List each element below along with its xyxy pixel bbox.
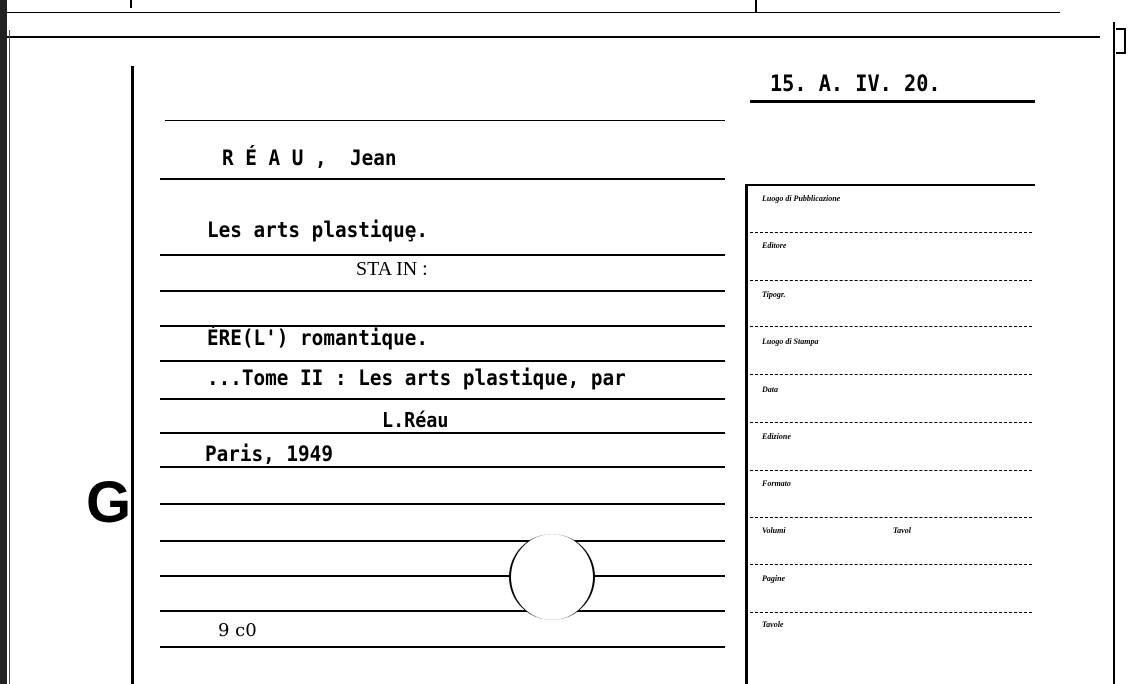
field-label: Formato [762, 479, 791, 488]
top-border-line-upper [0, 12, 1060, 13]
field-label: Edizione [762, 432, 791, 441]
ruled-line [160, 398, 725, 400]
field-label: Luogo di Pubblicazione [762, 194, 841, 203]
field-line [750, 422, 1032, 423]
shelfmark-rule [750, 100, 1035, 103]
form-box-left-edge [745, 184, 748, 684]
field-line [750, 280, 1032, 281]
imprint-line: Paris, 1949 [205, 442, 333, 466]
volume-author: L.Réau [382, 408, 449, 432]
right-edge-bracket [1116, 28, 1126, 54]
series-line: ÈRE(L') romantique. [207, 326, 429, 350]
ruled-line [160, 610, 725, 612]
field-label: Tavol [893, 526, 911, 535]
top-border-line [0, 36, 1100, 38]
field-label: Editore [762, 241, 787, 250]
handwritten-note: 9 c0 [218, 620, 257, 641]
field-line [750, 470, 1032, 471]
field-label: Pagine [762, 574, 786, 583]
ruled-line [160, 254, 725, 256]
ruled-line [160, 360, 725, 362]
in-label: STA IN : [356, 258, 428, 280]
margin-rule [131, 66, 134, 684]
punch-hole [509, 534, 595, 620]
top-tick-left [130, 0, 132, 8]
right-card-edge [1113, 22, 1115, 684]
title-line: Les arts plastiquȩ. [207, 218, 429, 242]
field-line [750, 326, 1032, 327]
form-box-top [745, 184, 1035, 186]
left-card-edge [0, 0, 7, 684]
field-line [750, 564, 1032, 565]
author-heading: R É A U , Jean [222, 146, 397, 170]
field-line [750, 374, 1032, 375]
ruled-line [160, 646, 725, 648]
field-label: Volumi [762, 526, 786, 535]
field-label: Data [762, 385, 778, 394]
field-label: Tavole [762, 620, 784, 629]
section-letter: G [86, 470, 132, 535]
ruled-line [160, 503, 725, 505]
shelfmark: 15. A. IV. 20. [770, 72, 941, 97]
ruled-line [160, 575, 725, 577]
field-line [750, 612, 1032, 613]
field-label: Tipogr. [762, 290, 786, 299]
ruled-line [160, 290, 725, 292]
field-line [750, 232, 1032, 233]
field-label: Luogo di Stampa [762, 337, 819, 346]
ruled-line [160, 432, 725, 434]
ruled-line [160, 178, 725, 180]
volume-line: ...Tome II : Les arts plastique, par [207, 366, 626, 390]
ruled-line [160, 466, 725, 468]
ruled-line [160, 540, 725, 542]
left-card-edge-inner [9, 30, 10, 684]
ruled-line [165, 120, 725, 121]
top-tick-right [755, 0, 757, 12]
field-line [750, 517, 1032, 518]
